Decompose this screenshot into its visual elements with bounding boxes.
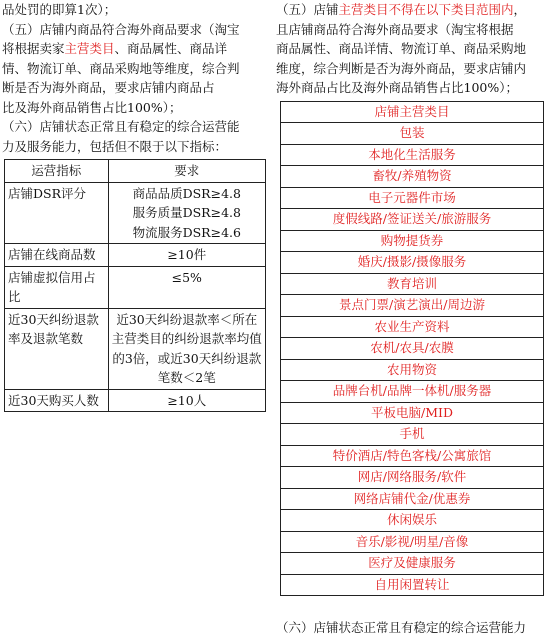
right-line-4: 维度，综合判断是否为海外商品，要求店铺内: [276, 60, 527, 76]
table-row: [281, 209, 544, 231]
table-row: [281, 510, 544, 532]
right-line-5: 海外商品占比及海外商品销售占比100%）；: [276, 80, 518, 95]
operations-metrics-table: [4, 159, 266, 412]
table-row: [5, 182, 266, 244]
text-fragment: （五）店铺: [276, 2, 339, 17]
right-line-2: 且店铺商品符合海外商品要求（淘宝将根据: [276, 21, 514, 37]
requirement-cell: 近30天纠纷退款率＜所在主营类目的纠纷退款率均值的3倍，或近30天纠纷退款笔数＜2笔: [108, 308, 265, 389]
metric-cell: 近30天购买人数: [5, 389, 109, 412]
table-row: [281, 144, 544, 166]
table-row: [281, 252, 544, 274]
category-cell: 平板电脑/MID: [281, 402, 544, 424]
table-row: [281, 381, 544, 403]
category-cell: 医疗及健康服务: [281, 553, 544, 575]
table-row: [5, 266, 266, 308]
right-line-3: 商品属性、商品详情、物流订单、商品采购地: [276, 41, 527, 56]
metric-cell: 近30天纠纷退款率及退款笔数: [5, 308, 109, 389]
requirement-line: 商品品质DSR≥4.8: [132, 185, 241, 201]
requirement-line: 物流服务DSR≥4.6: [132, 224, 241, 240]
left-line-2: （五）店铺内商品符合海外商品要求（淘宝: [2, 21, 240, 37]
table-header: 运营指标: [5, 160, 109, 183]
table-row: [5, 308, 266, 389]
right-column: [276, 0, 548, 596]
text-fragment: 将根据卖家: [2, 41, 65, 56]
category-cell: 景点门票/演艺演出/周边游: [281, 295, 544, 317]
table-row: [5, 244, 266, 267]
requirement-cell: ≥10件: [108, 244, 265, 267]
metric-cell: 店铺虚拟信用占比: [5, 266, 109, 308]
category-cell: 电子元器件市场: [281, 187, 544, 209]
category-cell: 购物提货券: [281, 230, 544, 252]
category-cell: 自用闲置转让: [281, 574, 544, 596]
table-row: [281, 531, 544, 553]
text-fragment: ，: [513, 2, 527, 17]
table-row: [281, 488, 544, 510]
table-row: [281, 230, 544, 252]
category-cell: 农机/农具/农膜: [281, 338, 544, 360]
table-row: [281, 574, 544, 596]
category-cell: 网络店铺代金/优惠券: [281, 488, 544, 510]
table-header: 要求: [108, 160, 265, 183]
table-row: [281, 101, 544, 123]
category-cell: 休闲娱乐: [281, 510, 544, 532]
table-header: 店铺主营类目: [281, 101, 544, 123]
table-header-row: [5, 160, 266, 183]
metric-cell: 店铺DSR评分: [5, 182, 109, 244]
category-cell: 农业生产资料: [281, 316, 544, 338]
table-row: [281, 295, 544, 317]
category-cell: 包装: [281, 123, 544, 145]
table-row: [5, 389, 266, 412]
table-row: [281, 273, 544, 295]
table-row: [281, 187, 544, 209]
category-cell: 网店/网络服务/软件: [281, 467, 544, 489]
table-row: [281, 424, 544, 446]
main-category-highlight: 主营类目: [64, 41, 115, 56]
excluded-category-table: [280, 101, 544, 597]
table-row: [281, 402, 544, 424]
category-cell: 特价酒店/特色客栈/公寓旅馆: [281, 445, 544, 467]
left-line-5: 断是否为海外商品，要求店铺内商品占: [2, 80, 215, 95]
table-row: [281, 445, 544, 467]
left-line-8: 力及服务能力，包括但不限于以下指标：: [2, 138, 228, 154]
left-line-3: [2, 39, 268, 59]
left-line-1: 品处罚的即算1次）；: [2, 2, 117, 17]
left-line-6: 比及海外商品销售占比100%）；: [2, 99, 182, 115]
clipped-text: （六）店铺状态正常且有稳定的综合运营能力: [276, 620, 527, 635]
category-cell: 教育培训: [281, 273, 544, 295]
table-row: [281, 123, 544, 145]
category-cell: 音乐/影视/明星/音像: [281, 531, 544, 553]
requirement-cell: ≤5%: [108, 266, 265, 308]
table-row: [281, 553, 544, 575]
requirement-cell: ≥10人: [108, 389, 265, 412]
text-fragment: 、商品属性、商品详: [114, 41, 228, 56]
table-row: [281, 359, 544, 381]
clipped-next-line: [276, 620, 548, 635]
table-row: [281, 467, 544, 489]
table-row: [281, 338, 544, 360]
metric-cell: 店铺在线商品数: [5, 244, 109, 267]
table-row: [281, 166, 544, 188]
left-line-7: （六）店铺状态正常且有稳定的综合运营能: [2, 119, 240, 134]
category-cell: 手机: [281, 424, 544, 446]
requirement-cell: [108, 182, 265, 244]
category-cell: 婚庆/摄影/摄像服务: [281, 252, 544, 274]
table-row: [281, 316, 544, 338]
left-column: [2, 0, 268, 412]
category-cell: 品牌台机/品牌一体机/服务器: [281, 381, 544, 403]
category-cell: 畜牧/养殖物资: [281, 166, 544, 188]
right-line-1: [276, 0, 548, 20]
requirement-line: 服务质量DSR≥4.8: [132, 205, 241, 220]
category-cell: 度假线路/签证送关/旅游服务: [281, 209, 544, 231]
category-cell: 本地化生活服务: [281, 144, 544, 166]
category-restriction-highlight: 主营类目不得在以下类目范围内: [338, 2, 514, 17]
category-cell: 农用物资: [281, 359, 544, 381]
left-line-4: 情、物流订单、商品采购地等维度，综合判: [2, 60, 240, 76]
